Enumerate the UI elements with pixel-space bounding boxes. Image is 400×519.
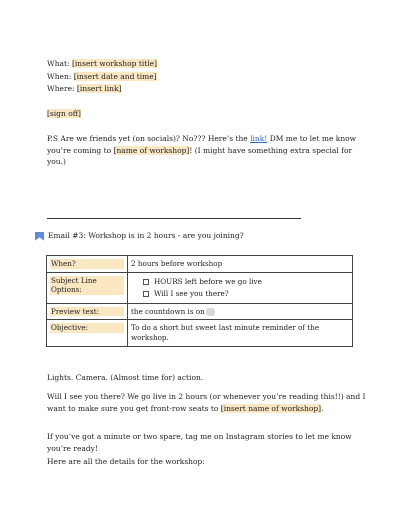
table-row: [47, 303, 353, 320]
subject-option-1: [143, 276, 349, 288]
table-row: [47, 256, 353, 273]
preview-value: the countdown is on: [131, 306, 205, 316]
workshop-name-placeholder: [name of workshop]: [113, 145, 190, 155]
signoff-placeholder: [sign off]: [47, 109, 81, 118]
email3-heading-text: Email #3: Workshop is in 2 hours - are you joining?: [48, 231, 244, 240]
preview-value-cell: [128, 303, 353, 320]
ps-text-1: P.S Are we friends yet (on socials)? No??? Here’s the: [47, 134, 251, 143]
email3-meta-table: [46, 255, 353, 347]
body-paragraph-1: Lights. Camera. (Almost time for) action.: [47, 373, 204, 382]
emoji-chip-icon[interactable]: [206, 308, 215, 316]
ps-text-2: DM me to let me know you’re coming to: [47, 134, 357, 155]
subject-options-cell: [128, 272, 353, 303]
subject-option-2: [143, 288, 349, 300]
what-placeholder: [insert workshop title]: [71, 59, 158, 68]
logistics-block: [47, 59, 157, 97]
body-paragraph-3: If you’ve got a minute or two spare, tag me on Instagram stories to let me know you’re ready!: [47, 432, 352, 453]
p2-text-1: Will I see you there? We go live in 2 hours (or whenever you’re reading this!!) and I want to make sure you get front-row seats to: [47, 392, 366, 413]
objective-value: To do a short but sweet last minute reminder of the workshop.: [131, 323, 320, 343]
socials-link[interactable]: link!: [250, 134, 268, 143]
signoff-line: [47, 109, 81, 119]
when-label: When:: [47, 71, 72, 81]
ps-text-3: ! (I might have something extra special for you.): [47, 145, 353, 167]
subject-key-cell: [47, 272, 128, 303]
subject-key: Subject Line Options:: [50, 276, 124, 295]
when-line: [47, 72, 157, 85]
checkbox-2[interactable]: [143, 291, 149, 297]
checkbox-1[interactable]: [143, 279, 149, 285]
ps-paragraph: [47, 133, 367, 168]
subject-option-2-label: Will I see you there?: [154, 288, 229, 298]
where-placeholder: [insert link]: [76, 84, 122, 93]
what-label: What:: [47, 59, 70, 68]
horizontal-divider: [47, 218, 301, 219]
preview-key: Preview text:: [50, 307, 124, 317]
preview-key-cell: [47, 303, 128, 320]
what-line: [47, 59, 157, 72]
when-placeholder: [insert date and time]: [73, 71, 157, 81]
p2-text-2: .: [321, 404, 324, 413]
where-line: [47, 84, 157, 97]
objective-key: Objective:: [50, 323, 124, 333]
when-key: When?: [50, 259, 124, 269]
when-value-cell: [128, 256, 353, 273]
email3-heading: [35, 231, 244, 241]
when-value: 2 hours before workshop: [131, 259, 223, 268]
objective-value-cell: [128, 320, 353, 346]
subject-option-1-label: HOURS left before we go live: [154, 276, 262, 286]
table-row: [47, 272, 353, 303]
table-row: [47, 320, 353, 346]
where-label: Where:: [47, 84, 75, 93]
body-paragraph-2: [47, 391, 367, 415]
when-key-cell: [47, 256, 128, 273]
objective-key-cell: [47, 320, 128, 346]
bookmark-icon[interactable]: [35, 232, 44, 241]
body-paragraph-4: Here are all the details for the workshop:: [47, 457, 205, 466]
workshop-name-placeholder-2: [insert name of workshop]: [220, 404, 322, 413]
